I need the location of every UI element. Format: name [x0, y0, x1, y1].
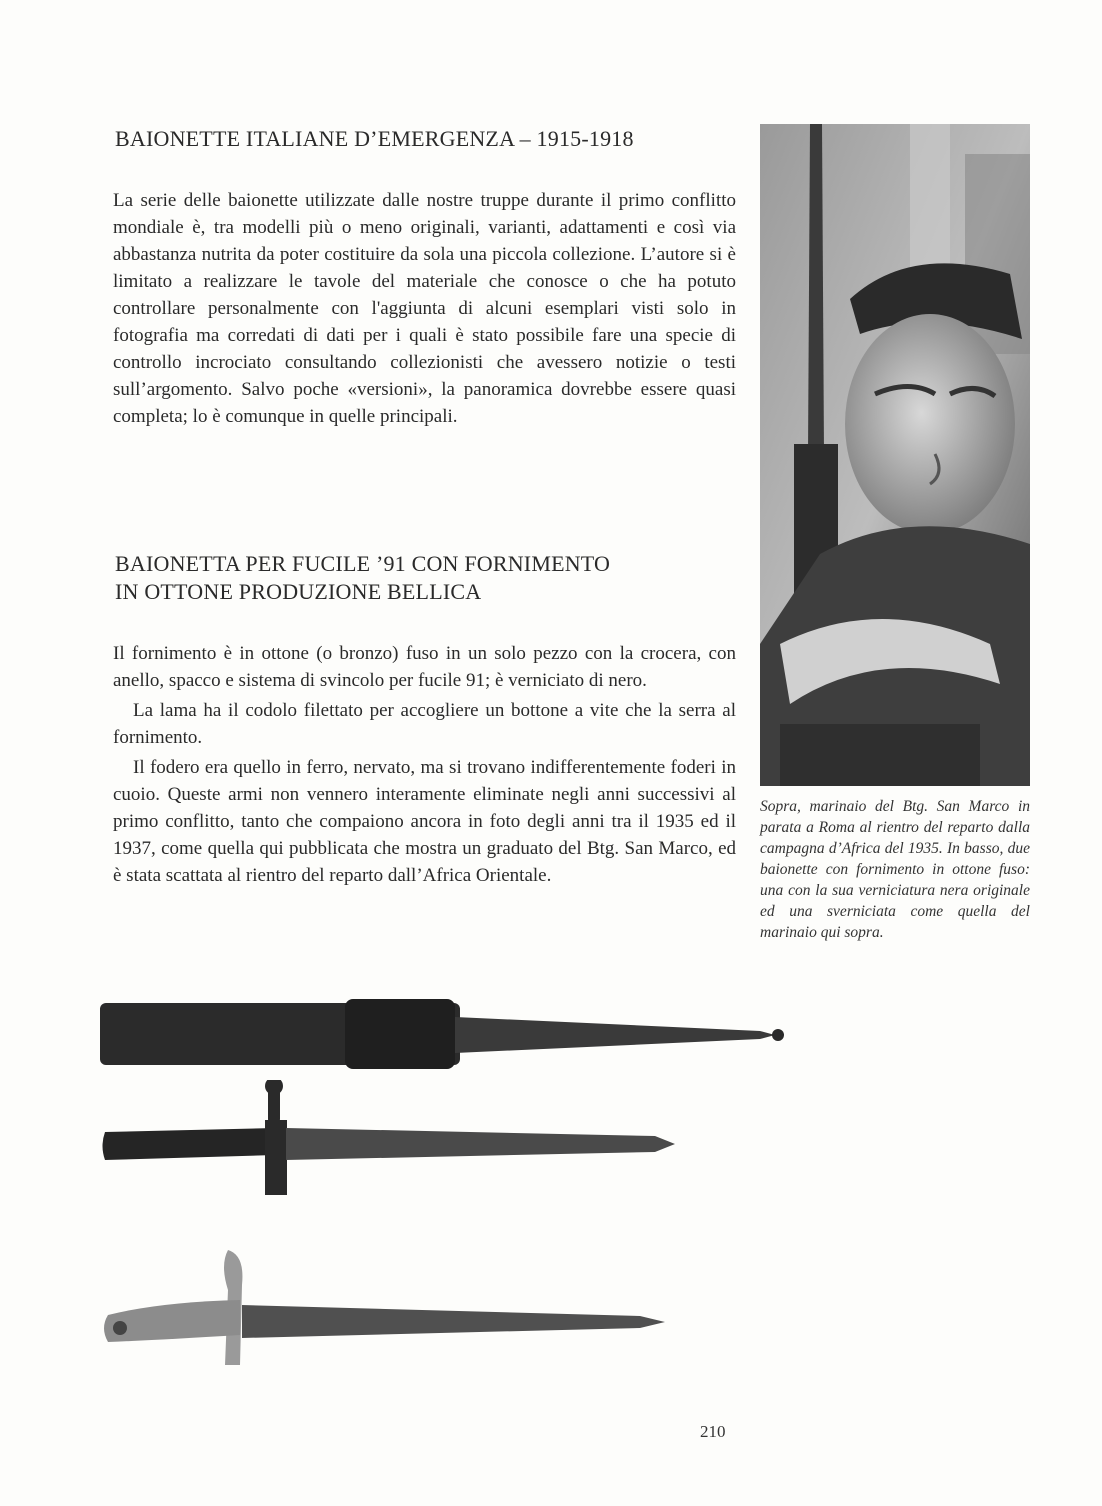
section2-title — [115, 550, 610, 606]
bayonet-unpainted-image — [100, 1250, 670, 1365]
section2-paragraph-2: La lama ha il codolo filettato per accogliere un bottone a vite che la serra al fornimento. — [113, 700, 736, 748]
section1-body — [113, 187, 736, 430]
section2-paragraph-3: Il fodero era quello in ferro, nervato, ma si trovano indifferentemente foderi in cuoio. Queste armi non vennero interamente eliminate negli anni successivi al primo conflitto, tanto che compaiono ancora in foto degli anni tra il 1935 ed il 1937, come quella qui pubblicata che mostra un graduato del Btg. San Marco, ed è stata scattata al rientro del reparto dall’Africa Orientale. — [113, 757, 736, 886]
photo-caption: Sopra, marinaio del Btg. San Marco in parata a Roma al rientro del reparto dalla campagna d’Africa del 1935. In basso, due baionette con fornimento in ottone fuso: una con la sua verniciatura nera originale ed una sverniciata come quella del marinaio qui sopra. — [760, 798, 1030, 941]
section2-body — [113, 640, 736, 889]
page-number: 210 — [700, 1422, 726, 1441]
section2-title-line2: IN OTTONE PRODUZIONE BELLICA — [115, 579, 482, 604]
section1-title: BAIONETTE ITALIANE D’EMERGENZA – 1915-1918 — [115, 126, 634, 151]
bayonet-with-leather-scabbard-image — [100, 995, 790, 1075]
section1-paragraph: La serie delle baionette utilizzate dalle nostre truppe durante il primo conflitto mondiale è, tra modelli più o meno originali, varianti, adattamenti e così via abbastanza nutrita da poter costituire da sola una piccola collezione. L’autore si è limitato a realizzare le tavole del materiale che conosce o che ha potuto controllare personalmente con l'aggiunta di alcuni esemplari visti solo in fotografia ma corredati di dati per i quali è stato possibile fare una specie di controllo incrociato consultando collezionisti che avessero notizie o testi sull’argomento. Salvo poche «versioni», la panoramica dovrebbe essere quasi completa; lo è comunque in quelle principali. — [113, 190, 736, 427]
bayonet-black-painted-image — [100, 1080, 680, 1195]
section2-title-line1: BAIONETTA PER FUCILE ’91 CON FORNIMENTO — [115, 551, 611, 576]
sailor-photo — [760, 124, 1030, 786]
section2-paragraph-1: Il fornimento è in ottone (o bronzo) fuso in un solo pezzo con la crocera, con anello, spacco e sistema di svincolo per fucile 91; è verniciato di nero. — [113, 643, 736, 691]
